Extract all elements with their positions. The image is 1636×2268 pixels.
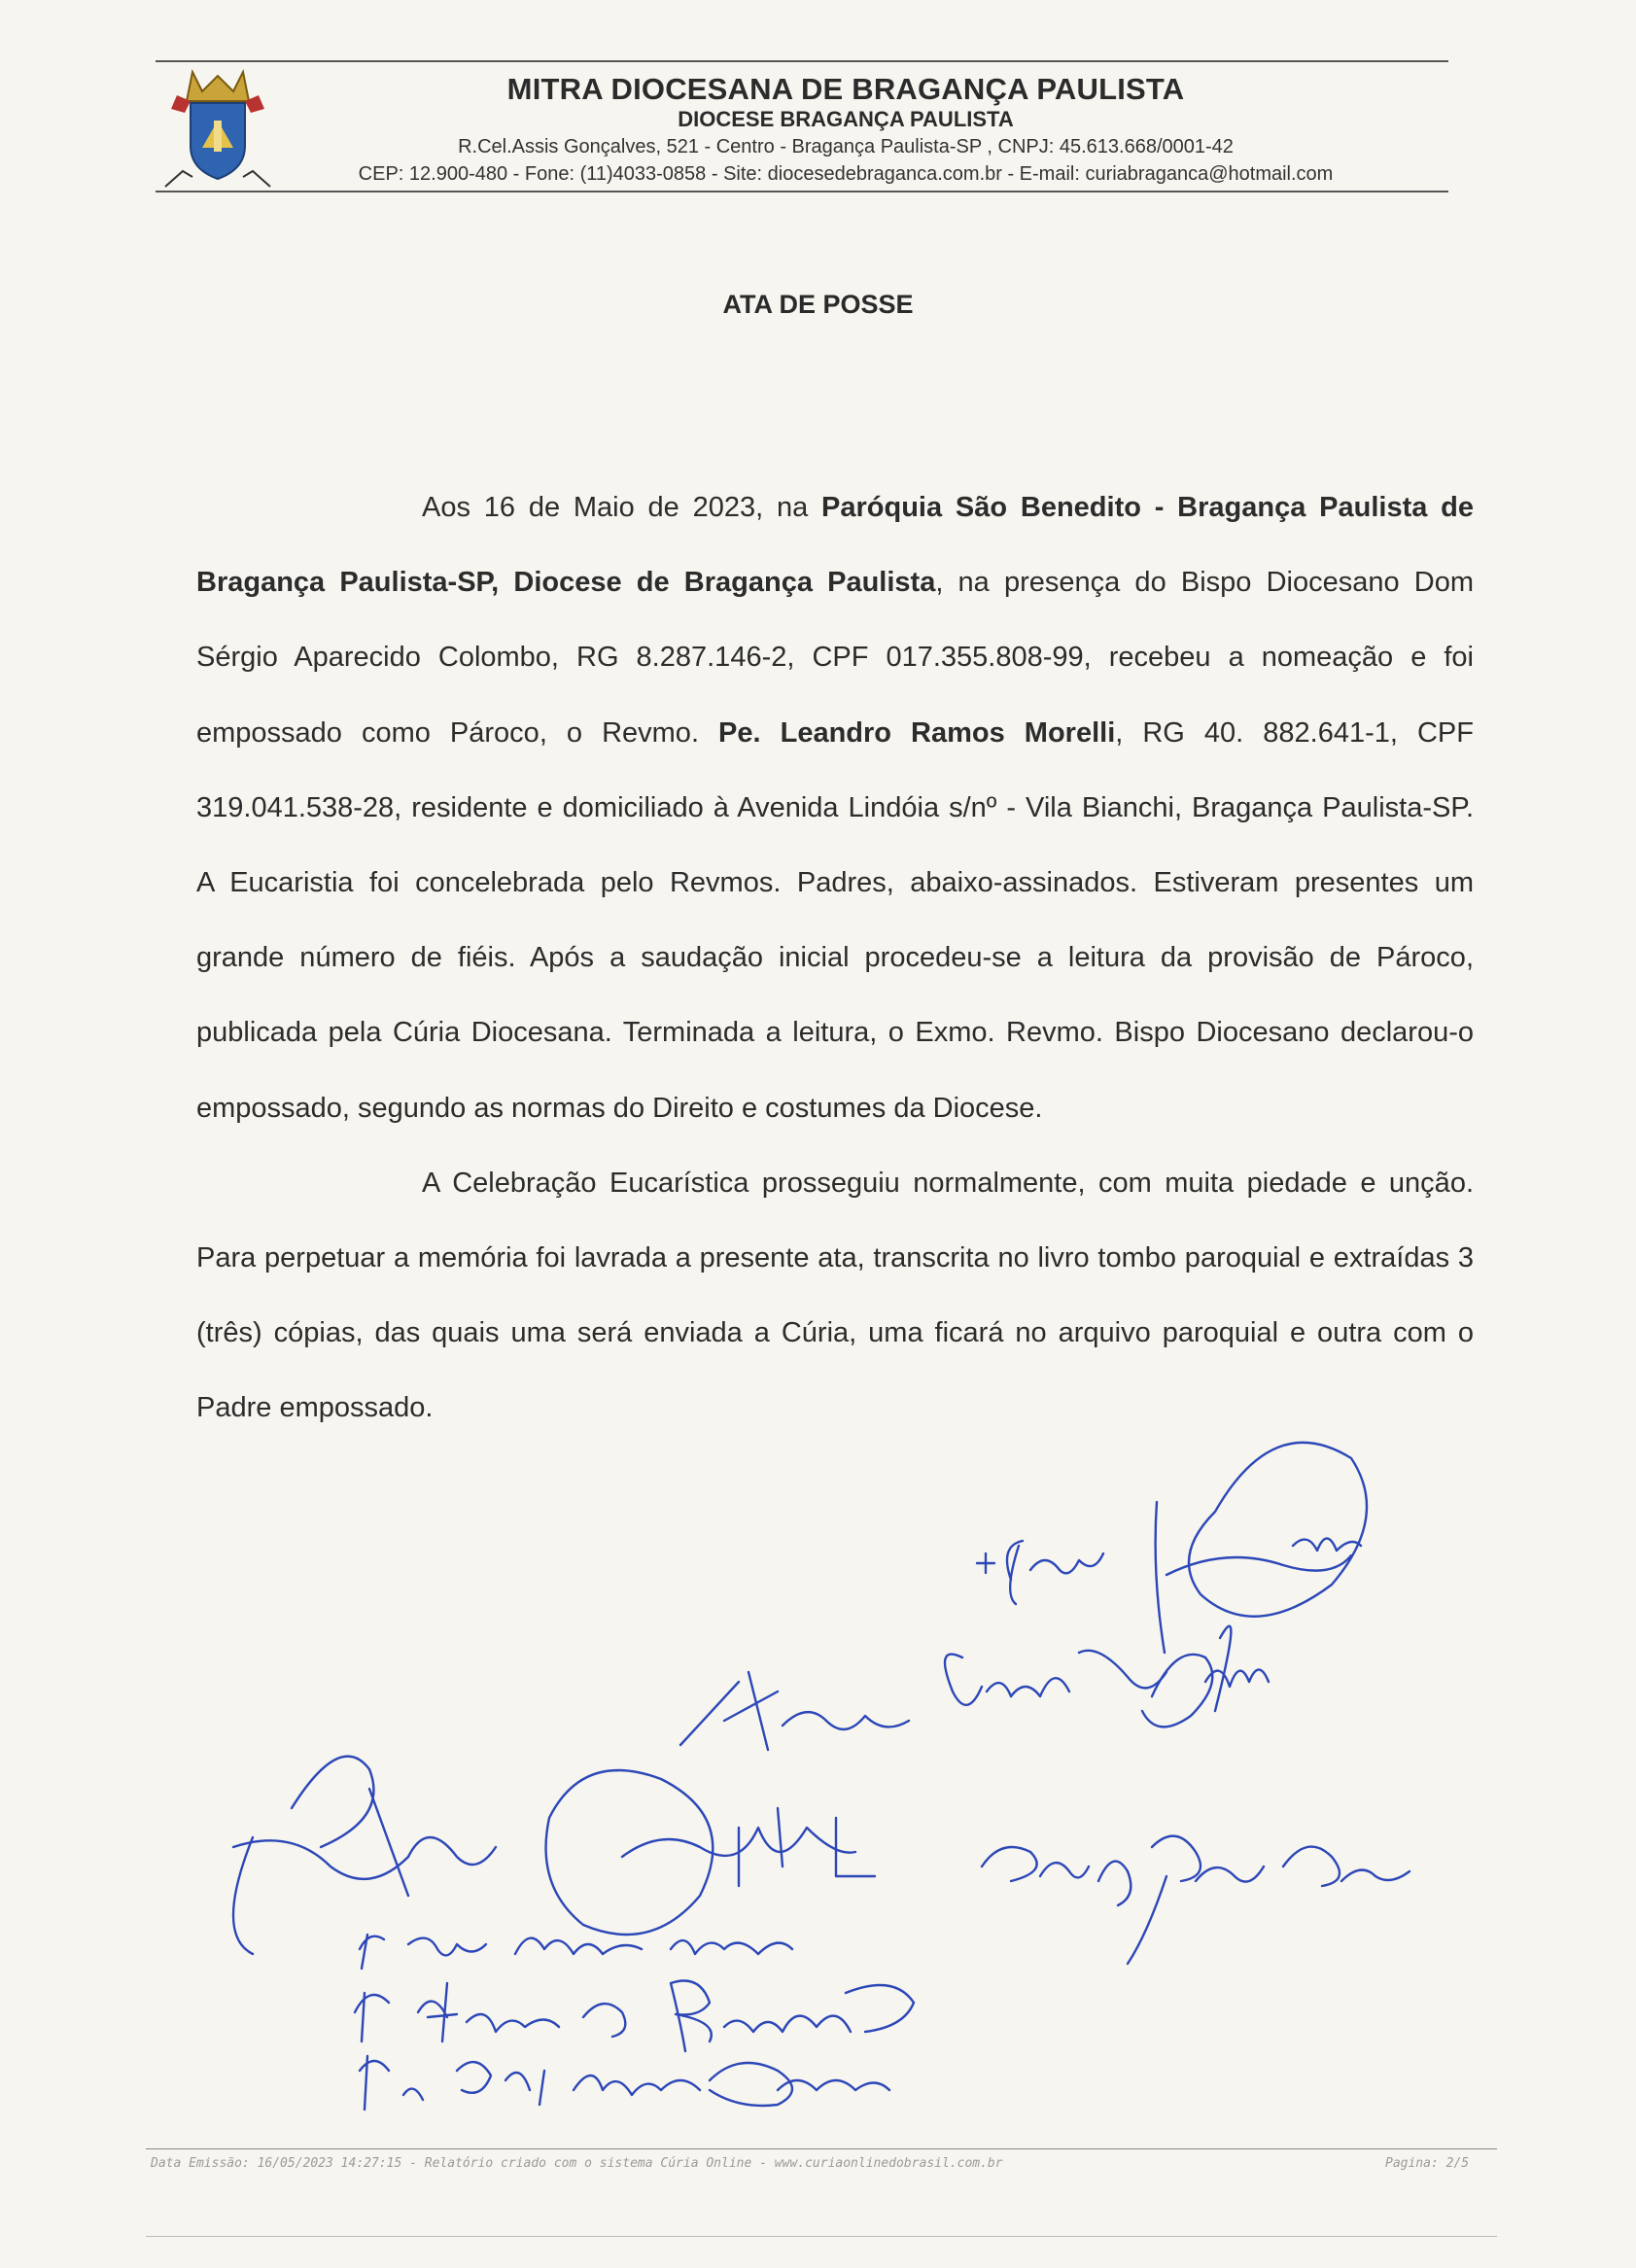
signature-leandro	[945, 1626, 1269, 1727]
footer-page-number: Pagina: 2/5	[1385, 2156, 1470, 2171]
paragraph-2: A Celebração Eucarística prosseguiu normalmente, com muita piedade e unção. Para perpetuar a memória foi lavrada a presente ata, transcrita no livro tombo paroquial e extraídas 3 (três) cópias, das quais uma será enviada a Cúria, uma ficará no arquivo paroquial e outra com o Padre empossado.	[196, 1167, 1474, 1424]
diocese-subtitle: DIOCESE BRAGANÇA PAULISTA	[678, 107, 1014, 131]
diocese-contact: CEP: 12.900-480 - Fone: (11)4033-0858 - Site: diocesedebraganca.com.br - E-mail: curiabraganca@hotmail.com	[358, 163, 1334, 185]
header-bottom-rule	[156, 191, 1448, 192]
signature-bishop	[977, 1443, 1367, 1653]
signature-cocelebrant	[546, 1672, 909, 1935]
diocese-address: R.Cel.Assis Gonçalves, 521 - Centro - Bragança Paulista-SP , CNPJ: 45.613.668/0001-42	[458, 136, 1234, 157]
page-bottom-rule	[146, 2236, 1497, 2237]
footer-emission-info: Data Emissão: 16/05/2023 14:27:15 - Relatório criado com o sistema Cúria Online - www.curiaonlinedobrasil.com.br	[151, 2156, 1003, 2171]
p1-parish-name: Paróquia São Benedito - Bragança Paulista de Bragança Paulista-SP, Diocese de Bragança Paulista	[196, 492, 1475, 599]
p1-text-1: Aos 16 de Maio de 2023, na	[422, 492, 822, 523]
document-title: ATA DE POSSE	[722, 290, 914, 319]
paragraph-1	[196, 471, 1474, 1146]
document-body	[196, 471, 1474, 1447]
signature-names	[355, 1935, 914, 2110]
p1-text-3: , RG 40. 882.641-1, CPF 319.041.538-28, residente e domiciliado à Avenida Lindóia s/nº - Vila Bianchi, Bragança Paulista-SP. A Eucaristia foi concelebrada pelo Revmos. Padres, abaixo-assinados. Estiveram presentes um grande número de fiéis. Após a saudação inicial procedeu-se a leitura da provisão de Pároco, publicada pela Cúria Diocesana. Terminada a leitura, o Exmo. Revmo. Bispo Diocesano declarou-o empossado, segundo as normas do Direito e costumes da Diocese.	[196, 716, 1474, 1124]
signature-diogo	[982, 1836, 1410, 1964]
signature-edson	[233, 1757, 496, 1954]
header-top-rule	[156, 60, 1448, 62]
p1-text-2: , na presença do Bispo Diocesano Dom Sérgio Aparecido Colombo, RG 8.287.146-2, CPF 017.355.808-99, recebeu a nomeação e foi empossado como Pároco, o Revmo.	[196, 567, 1474, 749]
diocese-name: MITRA DIOCESANA DE BRAGANÇA PAULISTA	[506, 72, 1185, 106]
p1-priest-name: Pe. Leandro Ramos Morelli	[718, 716, 1116, 749]
footer-rule	[146, 2148, 1497, 2149]
